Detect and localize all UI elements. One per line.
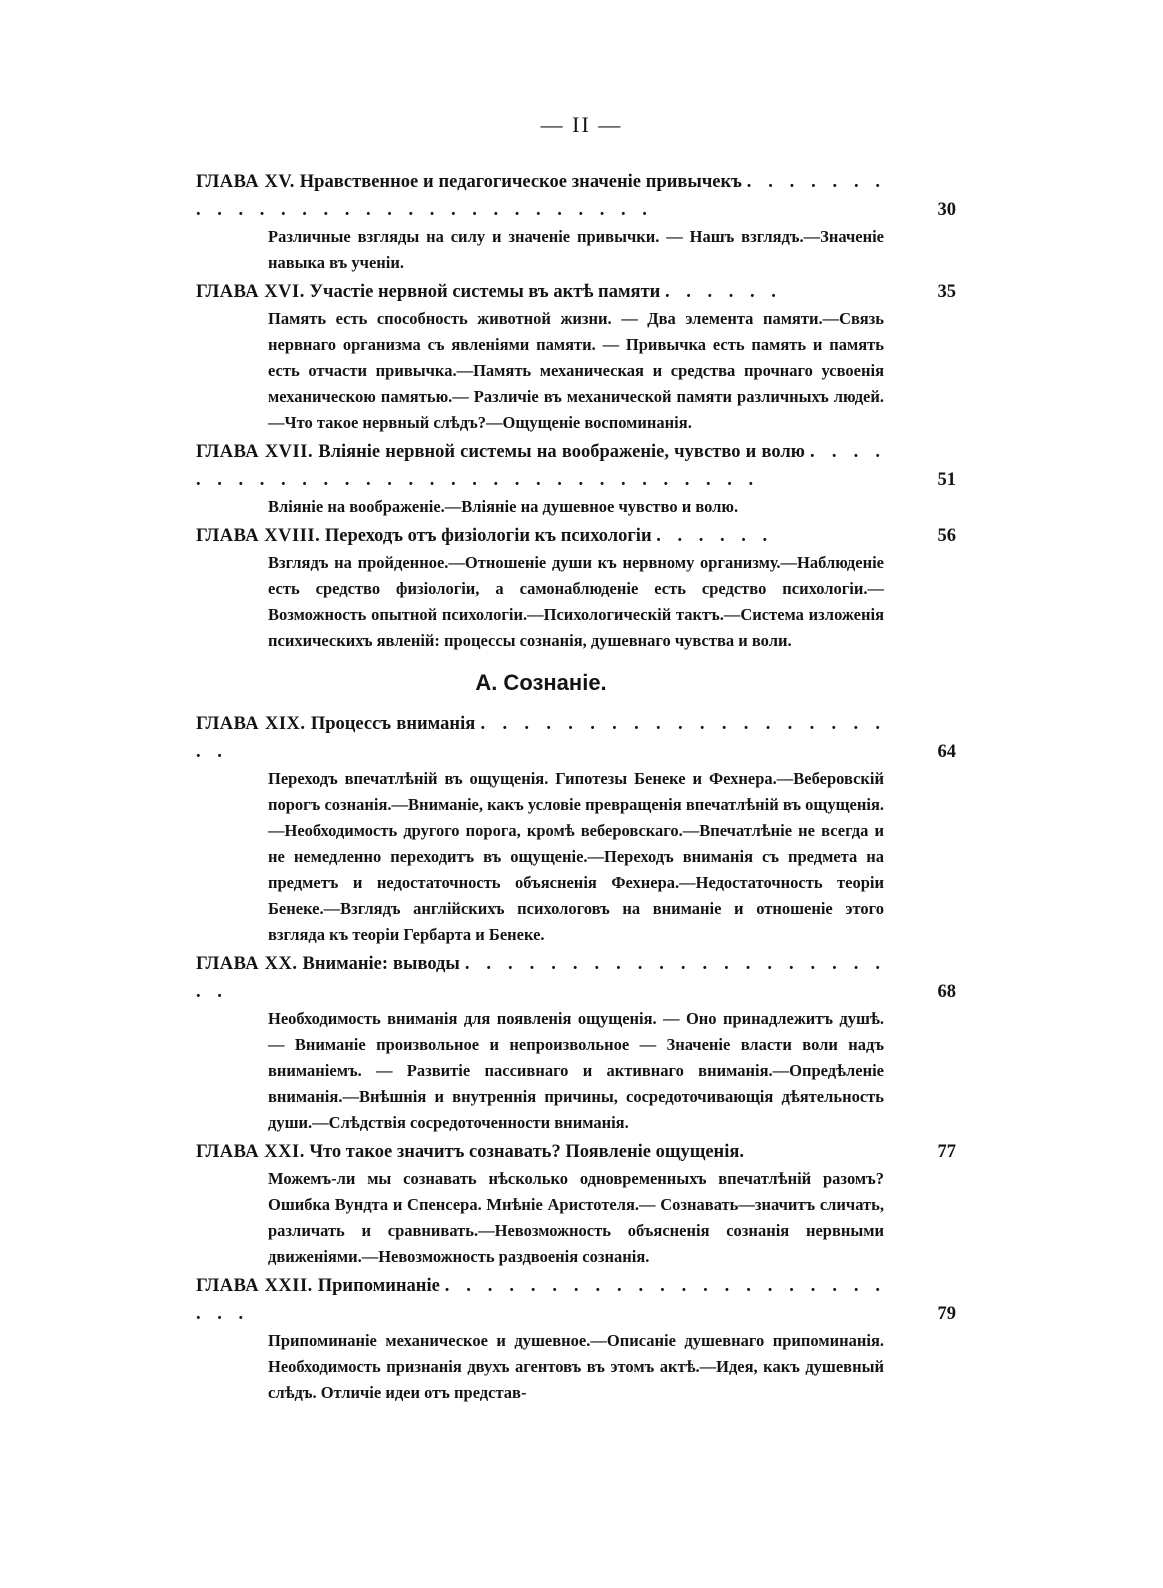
chapter-summary: Память есть способность животной жизни. — Два элемента памяти.—Связь нервнаго организма съ явленіями памяти. — Привычка есть память и память есть отчасти привычка.—Память механическая и средства прочнаго усвоенія механическою памятью.— Различіе въ механической памяти различныхъ людей.—Что такое нервный слѣдъ?—Ощущеніе воспоминанія. bbox=[268, 309, 884, 432]
chapter-title: Припоминаніе bbox=[317, 1276, 440, 1296]
chapter-heading bbox=[196, 438, 956, 494]
leader-dots: . . . . . . . . . . . . . . . . . . . . . . . . bbox=[196, 1276, 887, 1324]
chapter-heading bbox=[196, 710, 956, 766]
chapter-summary: Различные взгляды на силу и значеніе привычки. — Нашъ взглядъ.—Значеніе навыка въ ученіи. bbox=[268, 227, 884, 272]
leader-dots: . . . . . . bbox=[656, 526, 774, 546]
chapter-heading bbox=[196, 950, 956, 1006]
chapter-summary: Переходъ впечатлѣній въ ощущенія. Гипотезы Бенеке и Фехнера.—Веберовскій порогъ сознанія.—Вниманіе, какъ условіе превращенія впечатлѣній въ ощущенія.—Необходимость другого порога, кромѣ веберовскаго.—Впечатлѣніе не всегда и не немедленно переходитъ въ ощущеніе.—Переходъ вниманія съ предмета на предметъ и недостаточность объясненія Фехнера.—Недостаточность теоріи Бенеке.—Взглядъ англійскихъ психологовъ на вниманіе и отношеніе этого взгляда къ теоріи Гербарта и Бенеке. bbox=[268, 769, 884, 944]
chapter-title: Нравственное и педагогическое значеніе привычекъ bbox=[299, 172, 742, 192]
chapter-heading bbox=[196, 1138, 956, 1166]
section-heading: А. Сознаніе. bbox=[475, 670, 607, 695]
chapter-page-number: 35 bbox=[937, 282, 956, 302]
chapter-title: Что такое значитъ сознавать? Появленіе ощущенія. bbox=[309, 1142, 744, 1162]
chapter-summary: Вліяніе на воображеніе.—Вліяніе на душевное чувство и волю. bbox=[268, 497, 739, 516]
chapter-page-number: 79 bbox=[937, 1304, 956, 1324]
chapter-title: Переходъ отъ физіологіи къ психологіи bbox=[324, 526, 652, 546]
chapter-summary: Припоминаніе механическое и душевное.—Описаніе душевнаго припоминанія. Необходимость признанія двухъ агентовъ въ этомъ актѣ.—Идея, какъ душевный слѣдъ. Отличіе идеи отъ представ- bbox=[268, 1331, 884, 1402]
chapter-label: ГЛАВА XVIII. bbox=[196, 526, 321, 546]
chapter-summary: Необходимость вниманія для появленія ощущенія. — Оно принадлежитъ душѣ. — Вниманіе произвольное и непроизвольное — Значеніе власти воли надъ вниманіемъ. — Развитіе пассивнаго и активнаго вниманія.—Опредѣленіе вниманія.—Внѣшнія и внутреннія причины, сосредоточивающія дѣятельность души.—Слѣдствія сосредоточенности вниманія. bbox=[268, 1009, 884, 1132]
toc-entry-chapter-17 bbox=[196, 438, 956, 520]
chapter-title: Вліяніе нервной системы на воображеніе, чувство и волю bbox=[318, 442, 805, 462]
toc-entry-chapter-16 bbox=[196, 278, 956, 436]
leader-dots: . . . . . . . . . . . . . . . . . . . . . bbox=[196, 714, 887, 762]
table-of-contents bbox=[196, 168, 956, 1408]
chapter-title: Участіе нервной системы въ актѣ памяти bbox=[309, 282, 661, 302]
toc-entry-chapter-15 bbox=[196, 168, 956, 276]
chapter-label: ГЛАВА XXII. bbox=[196, 1276, 313, 1296]
chapter-page-number: 68 bbox=[937, 982, 956, 1002]
toc-entry-chapter-20 bbox=[196, 950, 956, 1136]
chapter-label: ГЛАВА XX. bbox=[196, 954, 298, 974]
chapter-heading bbox=[196, 1272, 956, 1328]
toc-entry-chapter-21 bbox=[196, 1138, 956, 1270]
leader-dots: . . . . . . . . . . . . . . . . . . . . . . . . . . . . . . . bbox=[196, 442, 887, 490]
chapter-summary: Можемъ-ли мы сознавать нѣсколько одновременныхъ впечатлѣній разомъ? Ошибка Вундта и Спенсера. Мнѣніе Аристотеля.— Сознавать—значитъ сличать, различать и сравнивать.—Невозможность объясненія сознанія нервными движеніями.—Невозможность раздвоенія сознанія. bbox=[268, 1169, 884, 1266]
toc-entry-chapter-18 bbox=[196, 522, 956, 654]
toc-entry-chapter-19 bbox=[196, 710, 956, 948]
chapter-page-number: 56 bbox=[937, 526, 956, 546]
toc-entry-chapter-22 bbox=[196, 1272, 956, 1406]
chapter-title: Вниманіе: выводы bbox=[302, 954, 460, 974]
chapter-page-number: 77 bbox=[937, 1142, 956, 1162]
chapter-heading bbox=[196, 522, 956, 550]
chapter-label: ГЛАВА XV. bbox=[196, 172, 295, 192]
chapter-heading bbox=[196, 168, 956, 224]
chapter-label: ГЛАВА XVI. bbox=[196, 282, 305, 302]
chapter-page-number: 30 bbox=[937, 200, 956, 220]
chapter-page-number: 51 bbox=[937, 470, 956, 490]
chapter-summary: Взглядъ на пройденное.—Отношеніе души къ нервному организму.—Наблюденіе есть средство физіологіи, а самонаблюденіе есть средство психологіи.—Возможность опытной психологіи.—Психологическій тактъ.—Система изложенія психическихъ явленій: процессы сознанія, душевнаго чувства и воли. bbox=[268, 553, 884, 650]
leader-dots: . . . . . . . . . . . . . . . . . . . . . . . . . . . . . bbox=[196, 172, 887, 220]
chapter-title: Процессъ вниманія bbox=[310, 714, 476, 734]
page-number: — II — bbox=[540, 112, 623, 137]
leader-dots: . . . . . . bbox=[664, 282, 782, 302]
chapter-page-number: 64 bbox=[937, 742, 956, 762]
leader-dots: . . . . . . . . . . . . . . . . . . . . . . bbox=[196, 954, 887, 1002]
chapter-label: ГЛАВА XVII. bbox=[196, 442, 314, 462]
chapter-label: ГЛАВА XIX. bbox=[196, 714, 306, 734]
chapter-heading bbox=[196, 278, 956, 306]
chapter-label: ГЛАВА XXI. bbox=[196, 1142, 305, 1162]
